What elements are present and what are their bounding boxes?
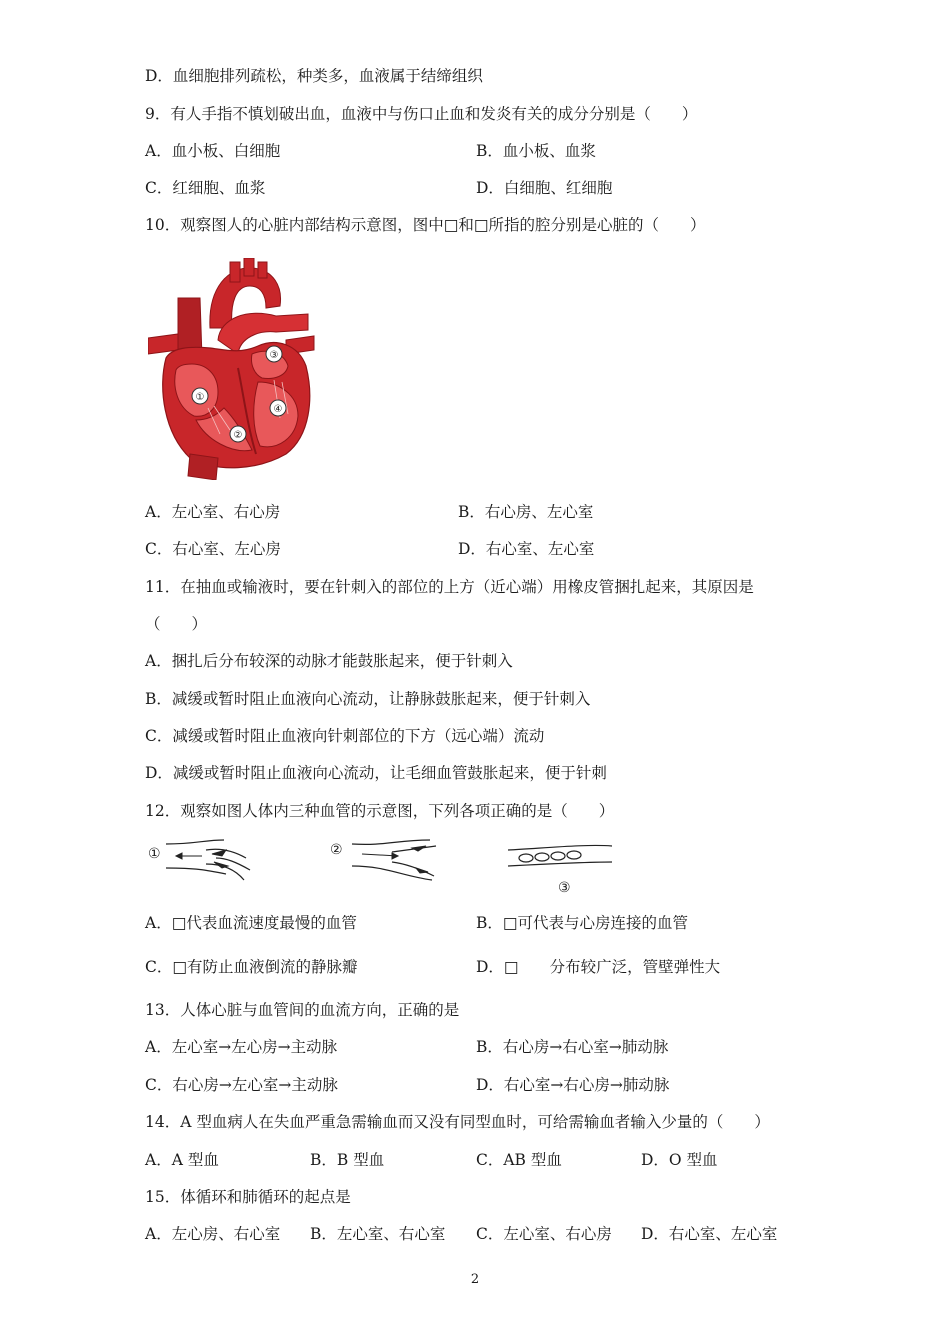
q13-option-b: B．右心房→右心室→肺动脉 — [476, 1038, 669, 1056]
q11-stem: 11．在抽血或输液时，要在针刺入的部位的上方（近心端）用橡皮管捆扎起来，其原因是 — [145, 578, 754, 596]
q14-option-b: B．B 型血 — [310, 1151, 385, 1169]
q10-stem: 10．观察图人的心脏内部结构示意图，图中□和□所指的腔分别是心脏的（ ） — [145, 216, 706, 234]
q10-option-a: A．左心室、右心房 — [145, 503, 281, 521]
q11-option-b: B．减缓或暂时阻止血液向心流动，让静脉鼓胀起来，便于针刺入 — [145, 690, 591, 708]
q15-option-b: B．左心室、右心室 — [310, 1225, 446, 1243]
q9-option-a: A．血小板、白细胞 — [145, 142, 281, 160]
q15-stem: 15．体循环和肺循环的起点是 — [145, 1188, 351, 1206]
q10-option-c: C．右心室、左心房 — [145, 540, 281, 558]
q10-option-d: D．右心室、左心室 — [458, 540, 595, 558]
vessel-label-2: ② — [330, 842, 343, 858]
q9-option-b: B．血小板、血浆 — [476, 142, 596, 160]
vessel-label-3: ③ — [558, 880, 571, 896]
q14-option-c: C．AB 型血 — [476, 1151, 562, 1169]
heart-diagram — [148, 258, 316, 480]
q15-option-a: A．左心房、右心室 — [145, 1225, 281, 1243]
q9-stem: 9．有人手指不慎划破出血，血液中与伤口止血和发炎有关的成分分别是（ ） — [145, 105, 698, 123]
q15-option-d: D．右心室、左心室 — [641, 1225, 778, 1243]
q14-stem: 14．A 型血病人在失血严重急需输血而又没有同型血时，可给需输血者输入少量的（ ） — [145, 1113, 770, 1131]
q11-option-c: C．减缓或暂时阻止血液向针刺部位的下方（远心端）流动 — [145, 727, 545, 745]
q12-option-a: A．□代表血流速度最慢的血管 — [145, 914, 357, 932]
q11-option-a: A．捆扎后分布较深的动脉才能鼓胀起来，便于针刺入 — [145, 652, 513, 670]
heart-label-4: ④ — [273, 404, 283, 415]
blood-vessel-diagram — [146, 836, 626, 898]
q13-option-c: C．右心房→左心室→主动脉 — [145, 1076, 338, 1094]
q15-option-c: C．左心室、右心房 — [476, 1225, 612, 1243]
vessel-3-capillary — [508, 845, 612, 866]
q13-option-d: D．右心室→右心房→肺动脉 — [476, 1076, 670, 1094]
q10-option-b: B．右心房、左心室 — [458, 503, 594, 521]
vessel-label-1: ① — [148, 846, 161, 862]
page-number: 2 — [470, 1272, 480, 1287]
heart-label-1: ① — [195, 392, 205, 403]
heart-label-3: ③ — [269, 350, 279, 361]
q11-option-d: D．减缓或暂时阻止血液向心流动，让毛细血管鼓胀起来，便于针刺 — [145, 764, 607, 782]
q12-option-c: C．□有防止血液倒流的静脉瓣 — [145, 958, 358, 976]
q11-stem-cont: （ ） — [145, 615, 208, 633]
q12-option-b: B．□可代表与心房连接的血管 — [476, 914, 689, 932]
heart-label-2: ② — [233, 430, 243, 441]
q9-option-d: D．白细胞、红细胞 — [476, 179, 613, 197]
q14-option-a: A．A 型血 — [145, 1151, 219, 1169]
q14-option-d: D．O 型血 — [641, 1151, 718, 1169]
q12-stem: 12．观察如图人体内三种血管的示意图，下列各项正确的是（ ） — [145, 802, 615, 820]
q13-option-a: A．左心室→左心房→主动脉 — [145, 1038, 338, 1056]
vessel-1-artery — [166, 840, 250, 880]
q12-option-d: D．□ 分布较广泛，管壁弹性大 — [476, 958, 721, 976]
q8-option-d: D．血细胞排列疏松，种类多，血液属于结缔组织 — [145, 67, 483, 85]
q9-option-c: C．红细胞、血浆 — [145, 179, 266, 197]
q13-stem: 13．人体心脏与血管间的血流方向，正确的是 — [145, 1001, 460, 1019]
